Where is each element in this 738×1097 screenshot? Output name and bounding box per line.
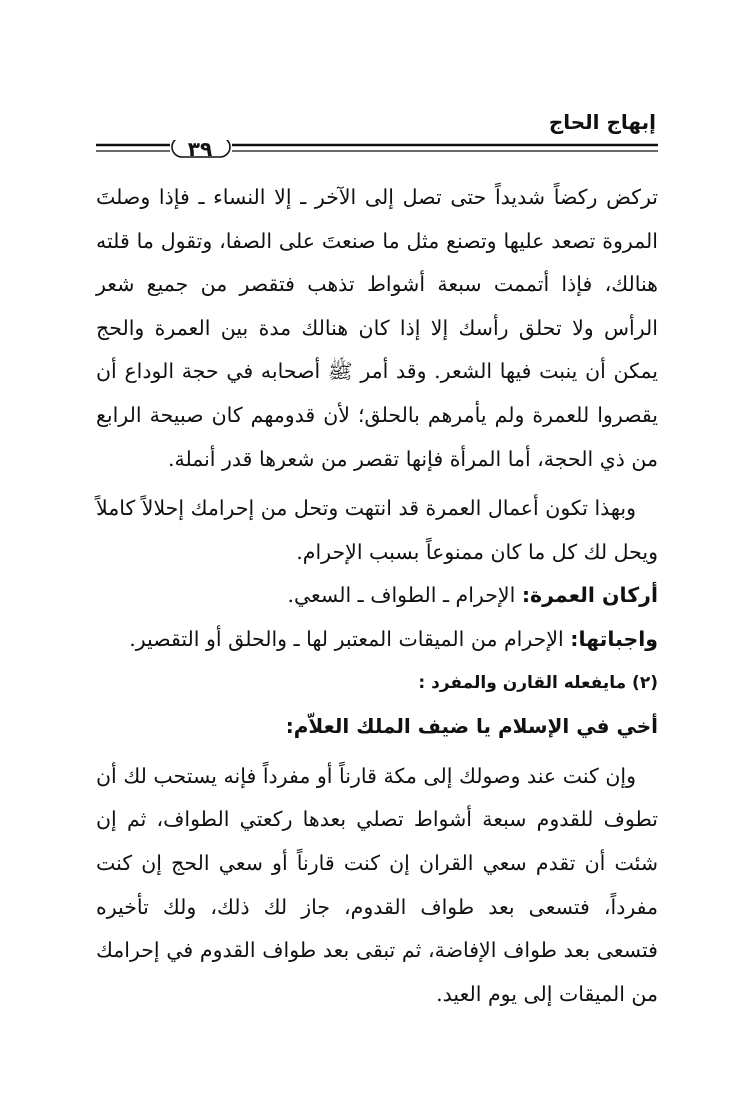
page-body bbox=[96, 176, 658, 1016]
wajibat-line bbox=[96, 618, 658, 662]
paragraph-umrah-sai: تركض ركضاً شديداً حتى تصل إلى الآخر ـ إلا النساء ـ فإذا وصلتَ المروة تصعد عليها وتصنع مثل ما صنعتَ على الصفا، وتقول ما قلته هنالك، فإذا أتممت سبعة أشواط تذهب فتقصر من جميع شعر الرأس ولا تحلق رأسك إلا إذا كان هنالك مدة بين العمرة والحج يمكن أن ينبت فيها الشعر. وقد أمر ﷺ أصحابه في حجة الوداع أن يقصروا للعمرة ولم يأمرهم بالحلق؛ لأن قدومهم كان صبيحة الرابع من ذي الحجة، أما المرأة فإنها تقصر من شعرها قدر أنملة. bbox=[96, 185, 658, 471]
arkan-label: أركان العمرة: bbox=[521, 583, 658, 608]
arkan-line bbox=[96, 574, 658, 618]
section-heading: أخي في الإسلام يا ضيف الملك العلاّم: bbox=[285, 714, 658, 739]
subsection-title: (٢) مايفعله القارن والمفرد : bbox=[418, 672, 658, 693]
paragraph-umrah-end: وبهذا تكون أعمال العمرة قد انتهت وتحل من إحرامك إحلالاً كاملاً ويحل لك كل ما كان ممنوعاً بسبب الإحرام. bbox=[96, 496, 658, 564]
page-number: ٣٩ bbox=[187, 137, 213, 161]
running-title: إبهاج الحاج bbox=[548, 110, 656, 134]
wajibat-text: الإحرام من الميقات المعتبر لها ـ والحلق أو التقصير. bbox=[129, 626, 571, 651]
paragraph-qarin-mufrid: وإن كنت عند وصولك إلى مكة قارناً أو مفرداً فإنه يستحب لك أن تطوف للقدوم سبعة أشواط تصلي بعدها ركعتي الطواف، ثم إن شئت أن تقدم سعي القران إن كنت قارناً أو سعي الحج إن كنت مفرداً، فتسعى بعد طواف القدوم، جاز لك ذلك، ولك تأخيره فتسعى بعد طواف الإفاضة، ثم تبقى بعد طواف القدوم في إحرامك من الميقات إلى يوم العيد. bbox=[96, 763, 658, 1006]
arkan-text: الإحرام ـ الطواف ـ السعي. bbox=[287, 583, 522, 608]
wajibat-label: واجباتها: bbox=[570, 626, 658, 651]
